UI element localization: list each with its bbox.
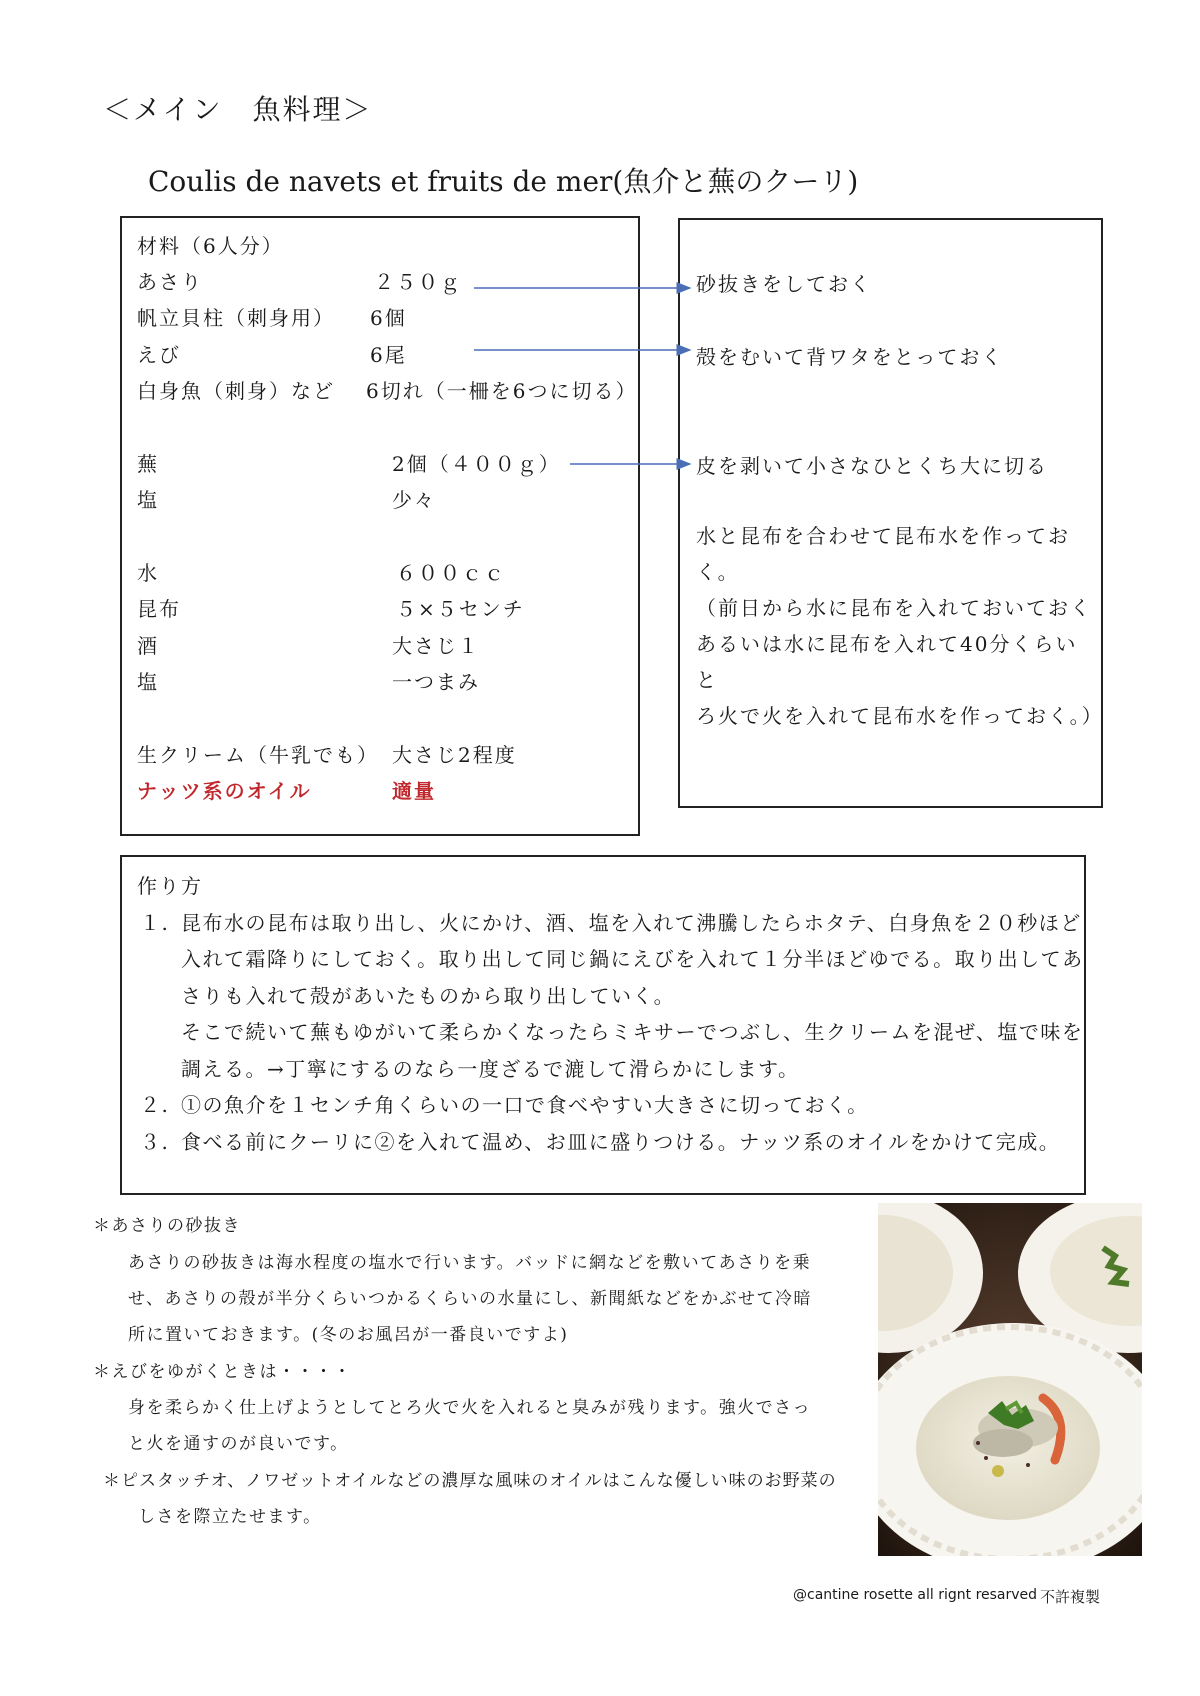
prep-note-ebi: 殻をむいて背ワタをとっておく [696,345,1004,369]
ingredient-name: 塩 [137,670,159,694]
ingredient-name-highlight: ナッツ系のオイル [137,779,312,803]
dish-title: Coulis de navets et fruits de mer(魚介と蕪のクーリ) [148,165,859,198]
prep-note-kombu-line: ろ火で火を入れて昆布水を作っておく。） [696,704,1104,728]
tip-title: ＊あさりの砂抜き [93,1216,241,1236]
prep-note-kombu-line: （前日から水に昆布を入れておいておく [696,596,1092,620]
tip-line: あさりの砂抜きは海水程度の塩水で行います。バッドに網などを敷いてあさりを乗 [128,1253,812,1273]
tip-title: ＊えびをゆがくときは・・・・ [93,1362,352,1382]
ingredient-amount: 6尾 [370,343,407,367]
ingredient-name: あさり [137,270,203,294]
tip-title: ＊ピスタッチオ、ノワゼットオイルなどの濃厚な風味のオイルはこんな優しい味のお野菜の [103,1471,837,1491]
dish-illustration [878,1203,1142,1556]
ingredient-amount: 大さじ2程度 [392,743,517,767]
ingredient-amount: ６００ｃｃ [396,561,506,585]
step-number: ２. [140,1093,170,1117]
method-header: 作り方 [137,874,203,898]
prep-note-kombu-line: く。 [696,560,740,584]
ingredient-name: 水 [137,561,159,585]
step-line: さりも入れて殻があいたものから取り出していく。 [181,984,676,1008]
ingredient-name: 蕪 [137,452,159,476]
prep-note-kombu-line: あるいは水に昆布を入れて40分くらいと [696,632,1078,692]
step-line: ①の魚介を１センチ角くらいの一口で食べやすい大きさに切っておく。 [181,1093,869,1117]
step-number: ３. [140,1130,170,1154]
ingredient-amount: 2個（４００ｇ） [392,452,561,476]
step-line: そこで続いて蕪もゆがいて柔らかくなったらミキサーでつぶし、生クリームを混ぜ、塩で味を [181,1020,1084,1044]
ingredient-name: 酒 [137,634,159,658]
ingredient-amount: ２５０ｇ [374,270,462,294]
ingredient-amount: 大さじ１ [392,634,480,658]
ingredient-amount: 一つまみ [392,670,480,694]
step-number: １. [140,911,170,935]
prep-note-kombu-line: 水と昆布を合わせて昆布水を作ってお [696,524,1070,548]
step-line: 昆布水の昆布は取り出し、火にかけ、酒、塩を入れて沸騰したらホタテ、白身魚を２０秒ほど [181,911,1082,935]
footer-copyright: @cantine rosette all rignt resarved [793,1587,1038,1603]
tip-line: 所に置いておきます。(冬のお風呂が一番良いですよ) [128,1325,569,1345]
step-line: 入れて霜降りにしておく。取り出して同じ鍋にえびを入れて１分半ほどゆでる。取り出してあ [181,947,1084,971]
ingredient-name: 帆立貝柱（刺身用） [137,306,335,330]
ingredients-header: 材料（6人分） [137,234,284,258]
ingredient-name: 塩 [137,488,159,512]
ingredient-amount: 少々 [392,488,436,512]
step-line: 調える。→丁寧にするのなら一度ざるで漉して滑らかにします。 [181,1057,800,1081]
prep-note-asari: 砂抜きをしておく [696,272,872,296]
ingredient-name: 昆布 [137,597,181,621]
tip-line: 身を柔らかく仕上げようとしてとろ火で火を入れると臭みが残ります。強火でさっ [128,1398,812,1418]
ingredient-amount: 6個 [370,306,407,330]
tip-line: と火を通すのが良いです。 [128,1434,349,1454]
ingredient-amount: ５×５センチ [396,597,525,621]
ingredient-name: えび [137,343,181,367]
ingredient-amount: 6切れ（一柵を6つに切る） [366,379,638,403]
ingredient-amount-highlight: 適量 [392,779,436,803]
ingredient-name: 生クリーム（牛乳でも） [137,743,379,767]
step-line: 食べる前にクーリに②を入れて温め、お皿に盛りつける。ナッツ系のオイルをかけて完成。 [181,1130,1061,1154]
dish-photo [878,1203,1142,1556]
prep-note-kabu: 皮を剥いて小さなひとくち大に切る [696,454,1048,478]
tip-line: しさを際立たせます。 [138,1507,322,1527]
ingredient-name: 白身魚（刺身）など [137,379,335,403]
footer-notice: 不許複製 [1040,1588,1101,1606]
tip-line: せ、あさりの殻が半分くらいつかるくらいの水量にし、新聞紙などをかぶせて冷暗 [128,1289,812,1309]
section-title: ＜メイン 魚料理＞ [103,93,373,126]
